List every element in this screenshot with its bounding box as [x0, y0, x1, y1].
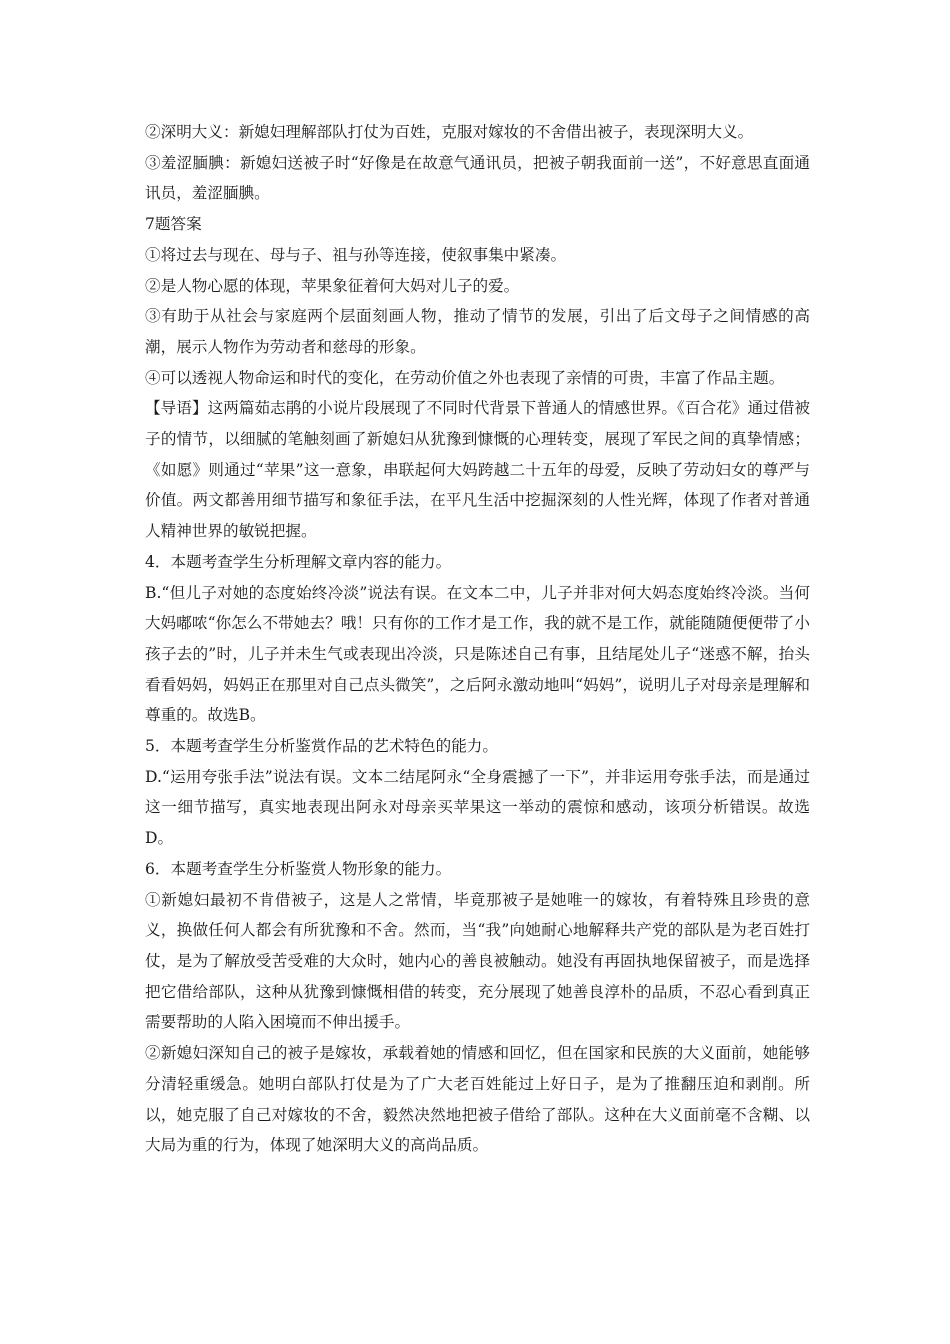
question-6-point-2: ②新媳妇深知自己的被子是嫁妆，承载着她的情感和回忆，但在国家和民族的大义面前，她能够分清轻重缓急。她明白部队打仗是为了广大老百姓能过上好日子，是为了推翻压迫和剥削。所以，她克服了自己对嫁妆的不舍，毅然决然地把被子借给了部队。这种在大义面前毫不含糊、以大局为重的行为，体现了她深明大义的高尚品质。	[145, 1044, 810, 1155]
question-6-heading: 6．本题考查学生分析鉴赏人物形象的能力。	[145, 859, 452, 878]
introduction-paragraph: 【导语】这两篇茹志鹃的小说片段展现了不同时代背景下普通人的情感世界。《百合花》通过借被子的情节，以细腻的笔触刻画了新媳妇从犹豫到慷慨的心理转变，展现了军民之间的真挚情感；《如愿》则通过“苹果”这一意象，串联起何大妈跨越二十五年的母爱，反映了劳动妇女的尊严与价值。两文都善用细节描写和象征手法，在平凡生活中挖掘深刻的人性光辉，体现了作者对普通人精神世界的敏锐把握。	[145, 399, 810, 541]
question-4-heading: 4．本题考查学生分析理解文章内容的能力。	[145, 552, 452, 571]
question-4-explanation: B.“但儿子对她的态度始终冷淡”说法有误。在文本二中，儿子并非对何大妈态度始终冷淡。当何大妈嘟哝“你怎么不带她去？哦！只有你的工作才是工作，我的就不是工作，就能随随便便带了小孩子去的”时，儿子并未生气或表现出冷淡，只是陈述自己有事，且结尾处儿子“迷惑不解，抬头看看妈妈，妈妈正在那里对自己点头微笑”，之后阿永激动地叫“妈妈”，说明儿子对母亲是理解和尊重的。故选B。	[145, 583, 810, 725]
question-6-point-1: ①新媳妇最初不肯借被子，这是人之常情，毕竟那被子是她唯一的嫁妆，有着特殊且珍贵的意义，换做任何人都会有所犹豫和不舍。然而，当“我”向她耐心地解释共产党的部队是为老百姓打仗，是为了解放受苦受难的大众时，她内心的善良被触动。她没有再固执地保留被子，而是选择把它借给部队，这种从犹豫到慷慨相借的转变，充分展现了她善良淳朴的品质，不忍心看到真正需要帮助的人陷入困境而不伸出援手。	[145, 890, 810, 1032]
answer-point-3-shy: ③羞涩腼腆：新媳妇送被子时“好像是在故意气通讯员，把被子朝我面前一送”，不好意思直面通讯员，羞涩腼腆。	[145, 153, 810, 203]
q7-answer-point-1: ①将过去与现在、母与子、祖与孙等连接，使叙事集中紧凑。	[145, 245, 567, 264]
q7-answer-point-3: ③有助于从社会与家庭两个层面刻画人物，推动了情节的发展，引出了后文母子之间情感的高潮，展示人物作为劳动者和慈母的形象。	[145, 307, 810, 356]
answer-point-2-deep-righteousness: ②深明大义：新媳妇理解部队打仗为百姓，克服对嫁妆的不舍借出被子，表现深明大义。	[145, 123, 754, 141]
question-5-explanation: D.“运用夸张手法”说法有误。文本二结尾阿永“全身震撼了一下”，并非运用夸张手法，而是通过这一细节描写，真实地表现出阿永对母亲买苹果这一举动的震惊和感动，该项分析错误。故选D。	[145, 767, 810, 848]
q7-answer-point-4: ④可以透视人物命运和时代的变化，在劳动价值之外也表现了亲情的可贵，丰富了作品主题。	[145, 368, 785, 387]
question-7-answer-heading: 7题答案	[145, 215, 202, 234]
question-5-heading: 5．本题考查学生分析鉴赏作品的艺术特色的能力。	[145, 737, 498, 756]
q7-answer-point-2: ②是人物心愿的体现，苹果象征着何大妈对儿子的爱。	[145, 276, 520, 295]
document-body	[145, 117, 810, 1161]
